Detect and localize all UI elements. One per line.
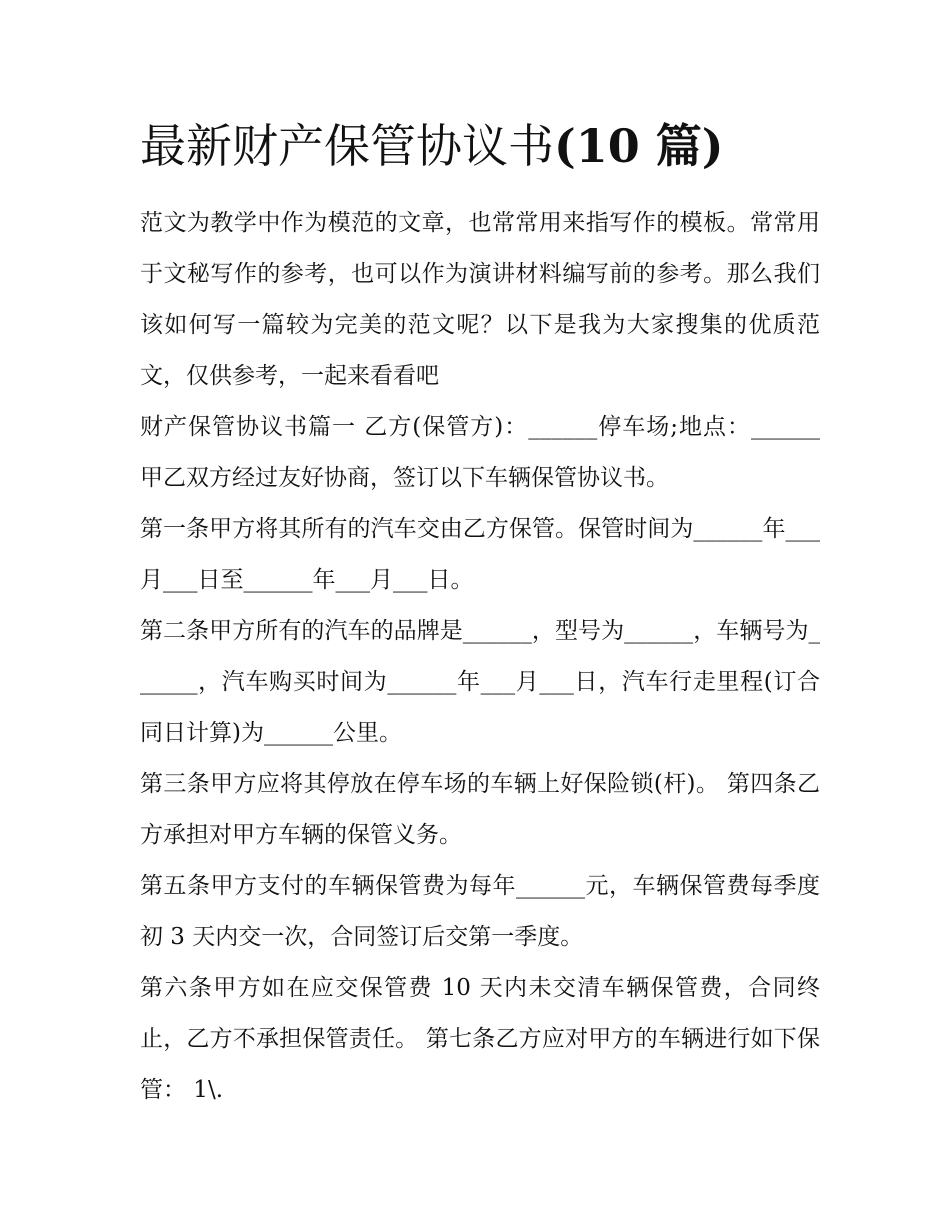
article-2-paragraph: 第二条甲方所有的汽车的品牌是______，型号为______，车辆号为______，汽车购买时间为______年___月___日，汽车行走里程(订合同日计算)为______公里。 (140, 618, 820, 746)
intro-paragraph: 范文为教学中作为模范的文章，也常常用来指写作的模板。常常用于文秘写作的参考，也可以作为演讲材料编写前的参考。那么我们该如何写一篇较为完美的范文呢？以下是我为大家搜集的优质范文，仅供参考，一起来看看吧 (140, 210, 820, 389)
document-title-main: 最新财产保管协议书 (140, 119, 554, 173)
article-5-paragraph: 第五条甲方支付的车辆保管费为每年______元，车辆保管费每季度初 3 天内交一次，合同签订后交第一季度。 (140, 873, 820, 950)
document-title (140, 112, 820, 180)
article-3-4-paragraph: 第三条甲方应将其停放在停车场的车辆上好保险锁(杆)。 第四条乙方承担对甲方车辆的保管义务。 (140, 771, 820, 848)
agreement-header-paragraph: 财产保管协议书篇一 乙方(保管方)：______停车场;地点：______ 甲乙双方经过友好协商，签订以下车辆保管协议书。 (140, 414, 820, 491)
article-6-7-paragraph: 第六条甲方如在应交保管费 10 天内未交清车辆保管费，合同终止，乙方不承担保管责任。 第七条乙方应对甲方的车辆进行如下保管： 1\. (140, 975, 820, 1103)
article-1-paragraph: 第一条甲方将其所有的汽车交由乙方保管。保管时间为______年___月___日至______年___月___日。 (140, 516, 820, 593)
document-body (140, 198, 820, 1116)
document-title-count: (10 篇) (554, 119, 724, 173)
